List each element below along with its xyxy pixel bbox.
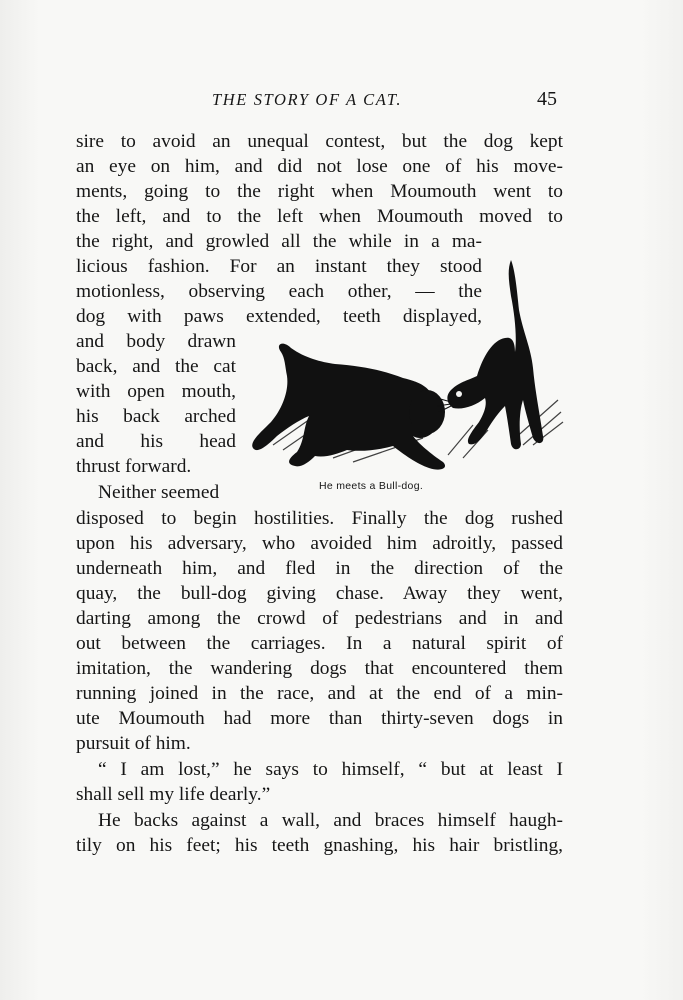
text-line: back, and the cat	[76, 356, 236, 377]
text-line: tily on his feet; his teeth gnashing, his hair bristling,	[76, 835, 563, 856]
text-line: motionless, observing each other, — the	[76, 281, 482, 302]
text-line: disposed to begin hostilities. Finally the dog rushed	[76, 508, 563, 529]
text-line: out between the carriages. In a natural spirit of	[76, 633, 563, 654]
cat-silhouette	[447, 260, 543, 449]
text-line: imitation, the wandering dogs that encountered them	[76, 658, 563, 679]
illustration-drawing	[243, 240, 565, 500]
text-line: his back arched	[76, 406, 236, 427]
text-line: He backs against a wall, and braces himself haugh-	[98, 810, 563, 831]
bulldog-silhouette	[252, 344, 445, 470]
text-line: darting among the crowd of pedestrians and in and	[76, 608, 563, 629]
text-line: ute Moumouth had more than thirty-seven dogs in	[76, 708, 563, 729]
text-line: and his head	[76, 431, 236, 452]
text-line: Neither seemed	[98, 482, 220, 503]
text-line: underneath him, and fled in the direction of the	[76, 558, 563, 579]
text-line: dog with paws extended, teeth displayed,	[76, 306, 482, 327]
text-line: shall sell my life dearly.”	[76, 784, 271, 805]
text-line: the right, and growled all the while in a ma-	[76, 231, 482, 252]
text-line: sire to avoid an unequal contest, but the dog kept	[76, 131, 563, 152]
illustration-bulldog-and-cat	[243, 240, 565, 500]
running-header	[0, 90, 683, 114]
running-title: THE STORY OF A CAT.	[212, 90, 403, 109]
text-line: “ I am lost,” he says to himself, “ but at least I	[98, 759, 563, 780]
text-line: and body drawn	[76, 331, 236, 352]
text-line: upon his adversary, who avoided him adroitly, passed	[76, 533, 563, 554]
text-line: ments, going to the right when Moumouth went to	[76, 181, 563, 202]
text-line: an eye on him, and did not lose one of his move-	[76, 156, 563, 177]
page-number: 45	[537, 88, 557, 110]
text-line: thrust forward.	[76, 456, 192, 477]
figure-caption: He meets a Bull-dog.	[319, 480, 424, 492]
text-line: the left, and to the left when Moumouth moved to	[76, 206, 563, 227]
text-line: quay, the bull-dog giving chase. Away they went,	[76, 583, 563, 604]
text-line: licious fashion. For an instant they stood	[76, 256, 482, 277]
text-line: with open mouth,	[76, 381, 236, 402]
text-line: running joined in the race, and at the end of a min-	[76, 683, 563, 704]
text-line: pursuit of him.	[76, 733, 191, 754]
